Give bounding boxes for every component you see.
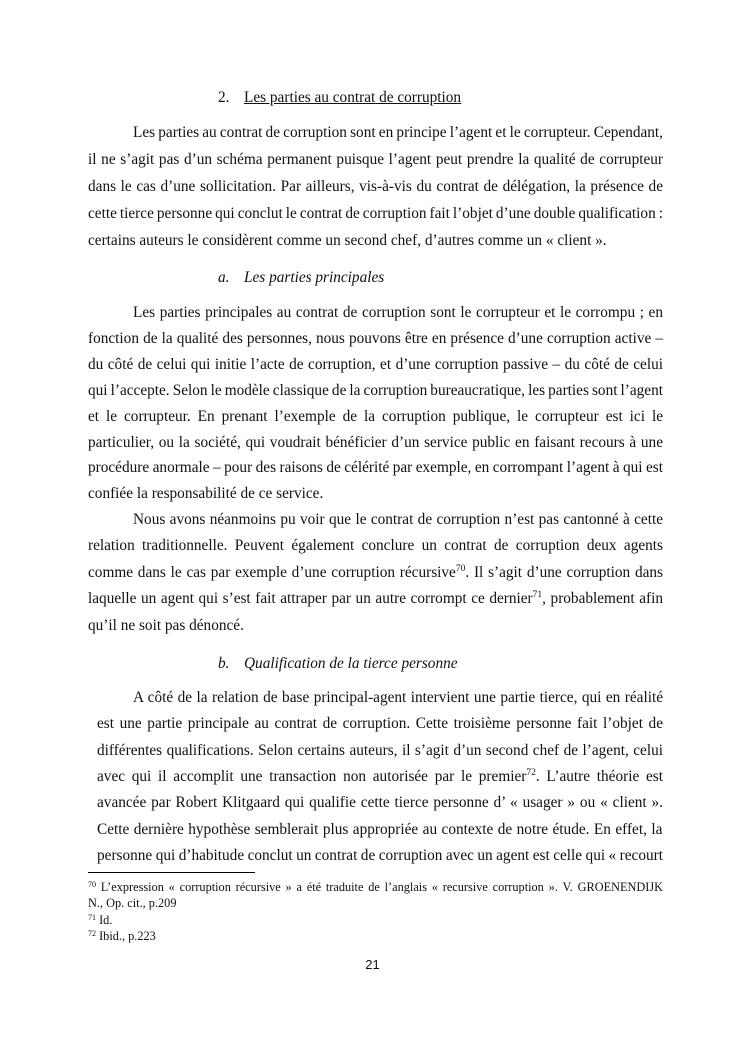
text-segment: laquelle un agent qui s’est fait attraper par un autre corrompt ce dernier <box>88 590 533 608</box>
text-line: confiée la responsabilité de ce service. <box>88 485 324 503</box>
text-line <box>88 564 663 582</box>
text-line: il ne s’agit pas d’un schéma permanent puisque l’agent peut prendre la qualité de corrupteur <box>88 150 663 168</box>
text-line: certains auteurs le considèrent comme un second chef, d’autres comme un « client ». <box>88 231 607 249</box>
text-segment: avec qui il accomplit une transaction non autorisée par le premier <box>97 767 527 785</box>
footnote-reference[interactable]: 72 <box>526 767 536 778</box>
text-line: qu’il ne soit pas dénoncé. <box>88 616 244 634</box>
text-line: relation traditionnelle. Peuvent également conclure un contrat de corruption deux agents <box>88 537 663 555</box>
footnote <box>88 879 663 895</box>
section-heading-a <box>218 269 384 287</box>
footnote-text: L’expression « corruption récursive » a été traduite de l’anglais « recursive corruption ». V. GROENENDIJK <box>96 880 663 894</box>
text-line: particulier, ou la société, qui voudrait bénéficier d’un service public en faisant recours à une <box>88 433 663 451</box>
footnote <box>88 895 176 911</box>
text-line: Les parties au contrat de corruption sont en principe l’agent et le corrupteur. Cependant, <box>133 124 663 141</box>
footnote-number: 71 <box>88 913 96 922</box>
heading-text: Qualification de la tierce personne <box>244 655 458 672</box>
text-line: différentes qualifications. Selon certains auteurs, il s’agit d’un second chef de l’agent, celui <box>97 741 663 759</box>
text-segment: . Il s’agit d’une corruption dans <box>465 563 663 581</box>
text-line <box>88 590 663 608</box>
text-line: est une partie principale au contrat de corruption. Cette troisième personne fait l’objet de <box>97 715 663 733</box>
footnote-text: N., Op. cit., p.209 <box>88 896 177 910</box>
text-line: Cette dernière hypothèse semblerait plus appropriée au contexte de notre étude. En effet, la <box>97 820 663 838</box>
section-heading-2 <box>218 89 461 107</box>
footnote-text: Id. <box>96 913 113 927</box>
text-line: A côté de la relation de base principal-agent intervient une partie tierce, qui en réalité <box>133 689 663 706</box>
footnote-reference[interactable]: 71 <box>532 590 543 601</box>
text-line: et le corrupteur. En prenant l’exemple de la corruption publique, le corrupteur est ici le <box>88 407 663 425</box>
heading-text: Les parties principales <box>244 269 385 286</box>
text-line: qui l’accepte. Selon le modèle classique de la corruption bureaucratique, les parties sont l’agent <box>88 381 663 399</box>
text-line: fonction de la qualité des personnes, nous pouvons être en présence d’une corruption active – <box>88 329 663 347</box>
footnote-number: 72 <box>88 929 96 938</box>
text-line: dans le cas d’une sollicitation. Par ailleurs, vis-à-vis du contrat de délégation, la présence de <box>88 177 663 195</box>
footnote-reference[interactable]: 70 <box>455 563 466 574</box>
section-heading-b <box>218 655 458 673</box>
text-line: cette tierce personne qui conclut le contrat de corruption fait l’objet d’une double qualification : <box>88 204 663 222</box>
heading-number: 2. <box>218 89 230 106</box>
heading-number: b. <box>218 655 230 672</box>
text-line: procédure anormale – pour des raisons de célérité par exemple, en corrompant l’agent à qui est <box>88 459 663 477</box>
text-line: du côté de celui qui initie l’acte de corruption, et d’une corruption passive – du côté de celui <box>88 355 663 373</box>
text-segment: comme dans le cas par exemple d’une corruption récursive <box>88 563 456 581</box>
footnote <box>88 928 156 944</box>
page-number: 21 <box>365 957 380 972</box>
text-line: Les parties principales au contrat de corruption sont le corrupteur et le corrompu ; en <box>133 304 663 321</box>
footnote-separator <box>88 872 255 873</box>
text-segment: . L’autre théorie est <box>535 767 663 785</box>
footnote-text: Ibid., p.223 <box>96 929 156 943</box>
text-line: Nous avons néanmoins pu voir que le contrat de corruption n’est pas cantonné à cette <box>133 511 663 528</box>
footnote <box>88 912 112 928</box>
text-line: avancée par Robert Klitgaard qui qualifie cette tierce personne d’ « usager » ou « client ». <box>97 794 663 812</box>
footnote-number: 70 <box>88 880 96 889</box>
text-line <box>97 768 663 786</box>
heading-number: a. <box>218 269 230 286</box>
heading-text: Les parties au contrat de corruption <box>244 89 462 106</box>
text-line: personne qui d’habitude conclut un contrat de corruption avec un agent est celle qui « recourt <box>97 846 663 864</box>
text-segment: , probablement afin <box>542 590 663 608</box>
